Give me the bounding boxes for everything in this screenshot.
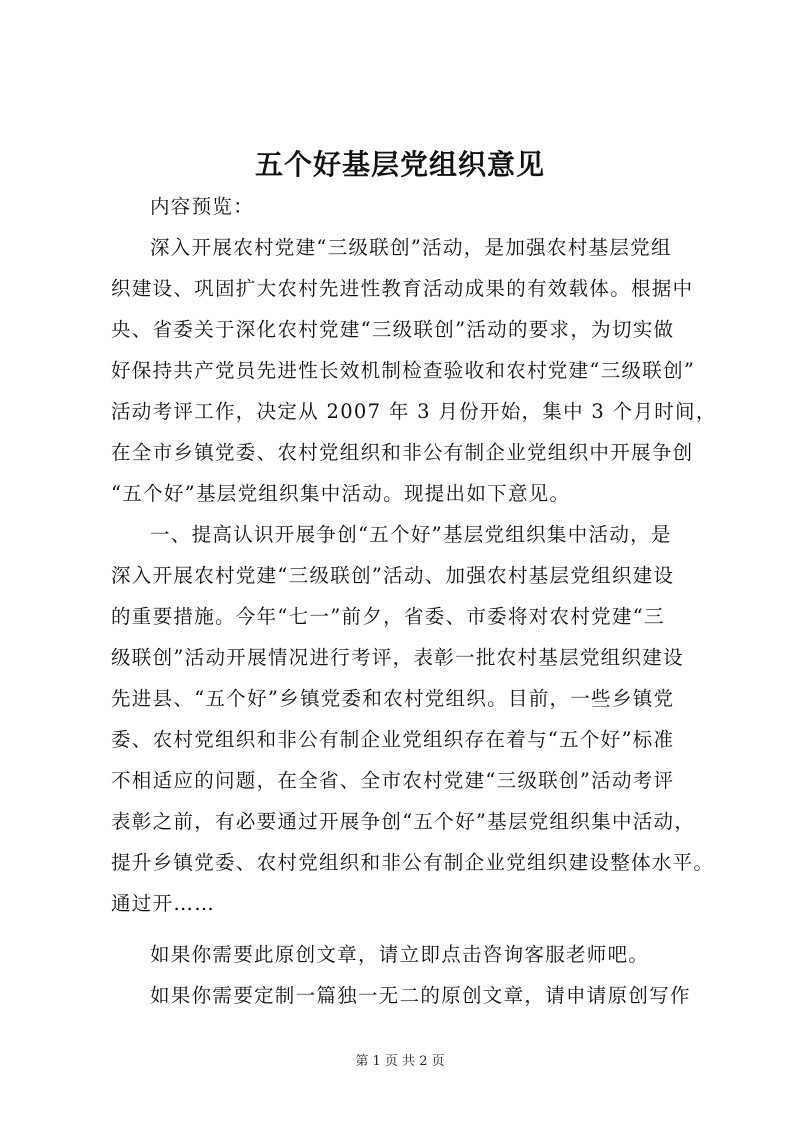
paragraph-2-line: 深入开展农村党建“三级联创”活动、加强农村基层党组织建设 — [111, 564, 675, 587]
document-body — [111, 186, 717, 1016]
paragraph-1-line: 在全市乡镇党委、农村党组织和非公有制企业党组织中开展争创 — [111, 441, 694, 464]
paragraph-2-line: 不相适应的问题，在全省、全市农村党建“三级联创”活动考评 — [111, 769, 675, 792]
document-title: 五个好基层党组织意见 — [254, 148, 545, 181]
paragraph-1-line: 织建设、巩固扩大农村先进性教育活动成果的有效载体。根据中 — [111, 277, 694, 300]
custom-writing-notice: 如果你需要定制一篇独一无二的原创文章，请申请原创写作 — [150, 984, 691, 1007]
paragraph-gap — [111, 924, 711, 934]
paragraph-2-line: 提升乡镇党委、农村党组织和非公有制企业党组织建设整体水平。 — [111, 851, 715, 874]
paragraph-2-line: 表彰之前，有必要通过开展争创“五个好”基层党组织集中活动， — [111, 810, 696, 833]
paragraph-2-line: 先进县、“五个好”乡镇党委和农村党组织。目前，一些乡镇党 — [111, 687, 675, 710]
paragraph-2-line: 级联创”活动开展情况进行考评，表彰一批农村基层党组织建设 — [111, 646, 684, 669]
paragraph-2-line: 的重要措施。今年“七一”前夕，省委、市委将对农村党建“三 — [111, 605, 665, 628]
consult-notice: 如果你需要此原创文章，请立即点击咨询客服老师吧。 — [150, 943, 650, 966]
paragraph-2-line: 一、提高认识开展争创“五个好”基层党组织集中活动，是 — [150, 523, 672, 546]
paragraph-2-line: 通过开…… — [111, 892, 215, 915]
paragraph-1-line: “五个好”基层党组织集中活动。现提出如下意见。 — [111, 482, 571, 505]
paragraph-2-line: 委、农村党组织和非公有制企业党组织存在着与“五个好”标准 — [111, 728, 675, 751]
page-number-footer: 第 1 页 共 2 页 — [355, 1054, 445, 1069]
paragraph-1-line: 深入开展农村党建“三级联创”活动，是加强农村基层党组 — [150, 236, 672, 259]
preview-label: 内容预览： — [150, 195, 255, 218]
paragraph-1-line: 好保持共产党员先进性长效机制检查验收和农村党建“三级联创” — [111, 359, 696, 382]
paragraph-1-line: 活动考评工作，决定从 2007 年 3 月份开始，集中 3 个月时间， — [111, 400, 717, 423]
paragraph-1-line: 央、省委关于深化农村党建“三级联创”活动的要求，为切实做 — [111, 318, 675, 341]
